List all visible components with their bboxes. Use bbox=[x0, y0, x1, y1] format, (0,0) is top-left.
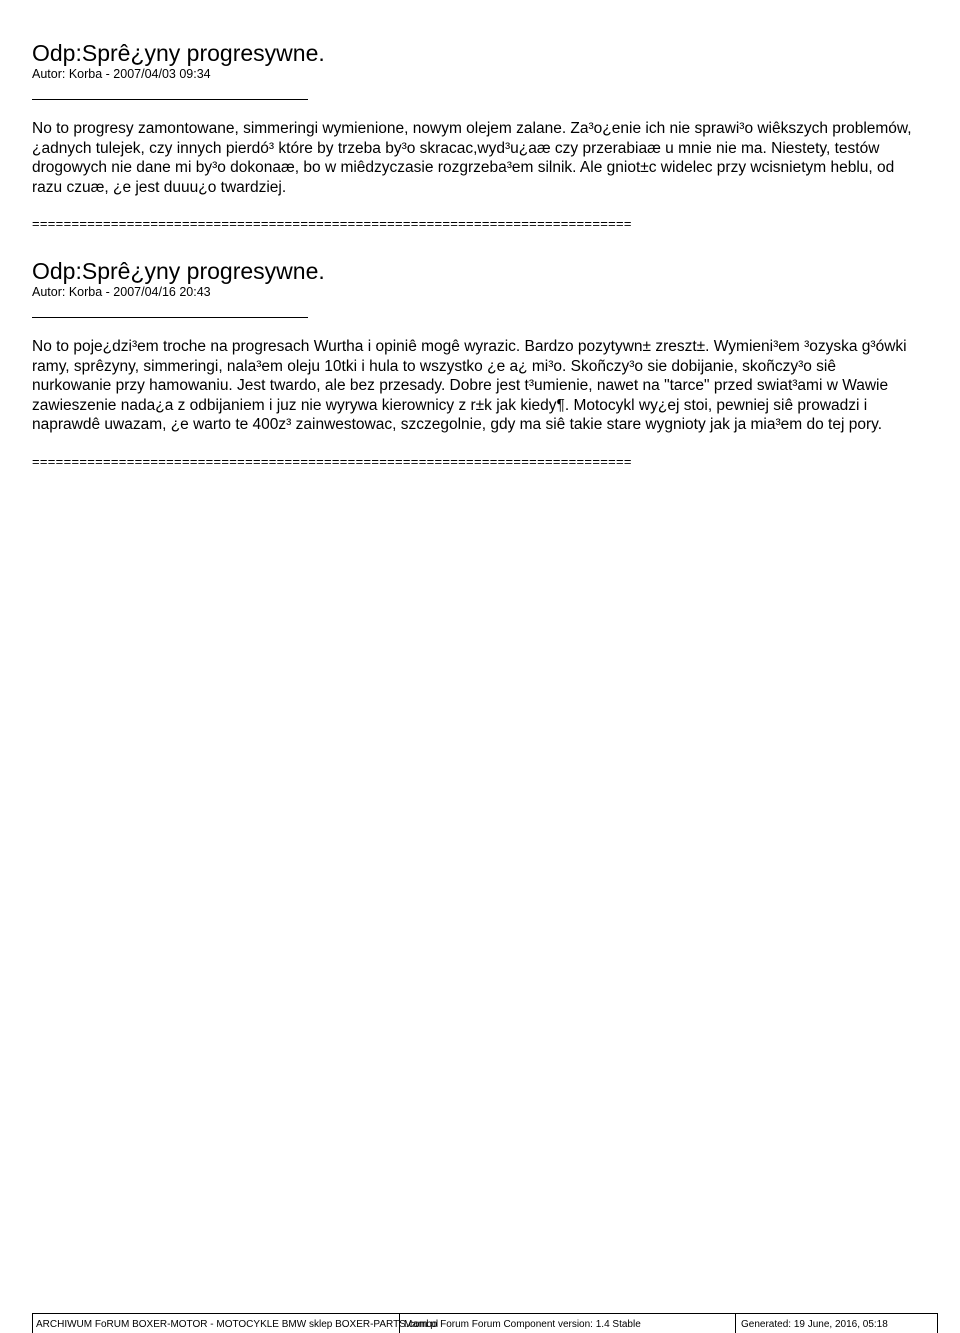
post-author-date: Autor: Korba - 2007/04/03 09:34 bbox=[32, 67, 211, 81]
post-divider bbox=[32, 317, 308, 318]
page-footer bbox=[32, 1313, 938, 1333]
footer-divider bbox=[399, 1314, 400, 1333]
post-author-date: Autor: Korba - 2007/04/16 20:43 bbox=[32, 285, 211, 299]
post-body: No to poje¿dzi³em troche na progresach Wurtha i opiniê mogê wyrazic. Bardzo pozytywn± zreszt±. Wymieni³em ³ozyska g³ówki ramy, sprêzyny, simmeringi, nala³em oleju 10tki i hula to wszystko ¿e a¿ mi³o. Skoñczy³o sie dobijanie, skoñczy³o siê nurkowanie przy hamowaniu. Jest twardo, ale bez przesady. Dobre jest t³umienie, nawet na "tarce" przed swiat³ami w Wawie zawieszenie nada¿a z odbijaniem i juz nie wyrywa kierownicy z r±k jak kiedy¶. Motocykl wy¿ej stoi, pewniej siê prowadzi i naprawdê uwazam, ¿e warto te 400z³ zainwestowac, szczegolnie, gdy ma siê takie stare wygnioty jak ja mia³em do tej pory. bbox=[32, 338, 907, 433]
post-divider bbox=[32, 99, 308, 100]
footer-divider bbox=[735, 1314, 736, 1333]
post-title: Odp:Sprê¿yny progresywne. bbox=[32, 40, 325, 66]
forum-post-2 bbox=[32, 258, 912, 470]
footer-site: ARCHIWUM FoRUM BOXER-MOTOR - MOTOCYKLE BMW sklep BOXER-PARTS.com.pl bbox=[36, 1319, 439, 1330]
footer-divider bbox=[32, 1314, 33, 1333]
footer-component: Mambo Forum Forum Component version: 1.4 Stable bbox=[404, 1319, 641, 1330]
post-separator: ============================================================================ bbox=[32, 453, 632, 469]
post-separator: ============================================================================ bbox=[32, 216, 632, 231]
forum-post-1 bbox=[32, 40, 912, 232]
post-title: Odp:Sprê¿yny progresywne. bbox=[32, 258, 325, 284]
post-body: No to progresy zamontowane, simmeringi wymienione, nowym olejem zalane. Za³o¿enie ich nie sprawi³o wiêkszych problemów, ¿adnych tulejek, czy innych pierdó³ które by trzeba by³o skracac,wyd³u¿aæ czy przerabiaæ u mnie nie ma. Niestety, testów drogowych nie dane mi by³o dokonaæ, bo w miêdzyczasie rozgrzeba³em silnik. Ale gniot±c widelec przy wcisnietym heblu, od razu czuæ, ¿e jest duuu¿o twardziej. bbox=[32, 120, 912, 196]
footer-divider bbox=[937, 1314, 938, 1333]
footer-generated: Generated: 19 June, 2016, 05:18 bbox=[741, 1319, 888, 1330]
